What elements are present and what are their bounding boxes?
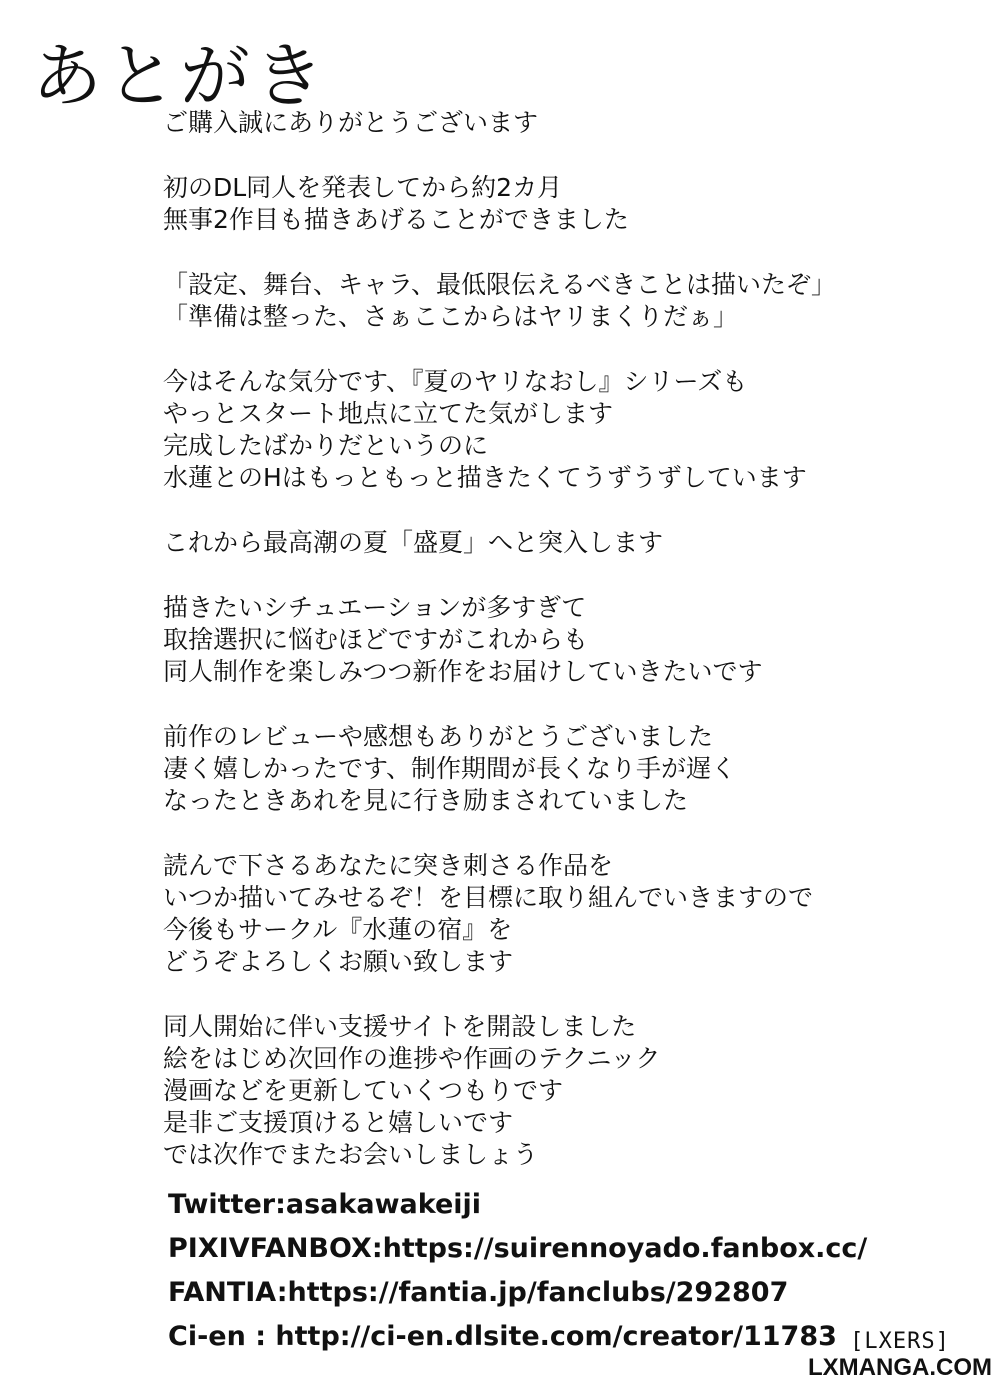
text-line: 水蓮とのHはもっともっと描きたくてうずうずしています <box>163 463 807 492</box>
watermark-bottom: LXMANGA.COM <box>808 1354 992 1381</box>
support-link: Twitter:asakawakeiji <box>168 1189 482 1220</box>
text-line: 同人開始に伴い支援サイトを開設しました <box>163 1012 637 1041</box>
support-links <box>168 1183 867 1359</box>
support-link: FANTIA:https://fantia.jp/fanclubs/292807 <box>168 1277 789 1308</box>
text-line: 今はそんな気分です、『夏のヤリなおし』シリーズも <box>163 367 748 396</box>
paragraph <box>163 107 923 139</box>
paragraph <box>163 527 923 559</box>
support-link: PIXIVFANBOX:https://suirennoyado.fanbox.cc/ <box>168 1233 868 1264</box>
text-line: 漫画などを更新していくつもりです <box>163 1076 564 1105</box>
text-line: 無事2作目も描きあげることができました <box>163 205 629 234</box>
text-line: 初のDL同人を発表してから約2カ月 <box>163 173 563 202</box>
watermark-top: [LXERS] <box>850 1329 950 1354</box>
text-line: 絵をはじめ次回作の進捗や作画のテクニック <box>163 1044 661 1073</box>
text-line: 完成したばかりだというのに <box>163 431 489 460</box>
text-line: では次作でまたお会いしましょう <box>163 1140 539 1169</box>
text-line: 描きたいシチュエーションが多すぎて <box>163 593 587 622</box>
text-line: 読んで下さるあなたに突き刺さる作品を <box>163 851 614 880</box>
text-line: 前作のレビューや感想もありがとうございました <box>163 722 714 751</box>
paragraph <box>163 172 923 236</box>
text-line: 是非ご支援頂けると嬉しいです <box>163 1108 514 1137</box>
watermark <box>808 1330 992 1382</box>
paragraph <box>163 721 923 817</box>
text-line: 同人制作を楽しみつつ新作をお届けしていきたいです <box>163 657 763 686</box>
text-line: いつか描いてみせるぞ！を目標に取り組んでいきますので <box>163 883 814 912</box>
text-line: 「準備は整った、さぁここからはヤリまくりだぁ」 <box>163 302 739 331</box>
paragraph <box>163 269 923 333</box>
text-line: 凄く嬉しかったです、制作期間が長くなり手が遅く <box>163 754 737 783</box>
text-line: なったときあれを見に行き励まされていました <box>163 786 689 815</box>
afterword-body <box>163 107 923 1204</box>
text-line: これから最高潮の夏「盛夏」へと突入します <box>163 528 664 557</box>
text-line: どうぞよろしくお願い致します <box>163 947 514 976</box>
paragraph <box>163 1011 923 1171</box>
paragraph <box>163 366 923 494</box>
page-title: あとがき <box>32 35 328 117</box>
text-line: やっとスタート地点に立てた気がします <box>163 399 614 428</box>
text-line: 「設定、舞台、キャラ、最低限伝えるべきことは描いたぞ」 <box>163 270 837 299</box>
paragraph <box>163 592 923 688</box>
support-link: Ci-en : http://ci-en.dlsite.com/creator/11783 <box>168 1321 837 1352</box>
text-line: 取捨選択に悩むほどですがこれからも <box>163 625 589 654</box>
text-line: ご購入誠にありがとうございます <box>163 108 539 137</box>
text-line: 今後もサークル『水蓮の宿』を <box>163 915 513 944</box>
paragraph <box>163 850 923 978</box>
